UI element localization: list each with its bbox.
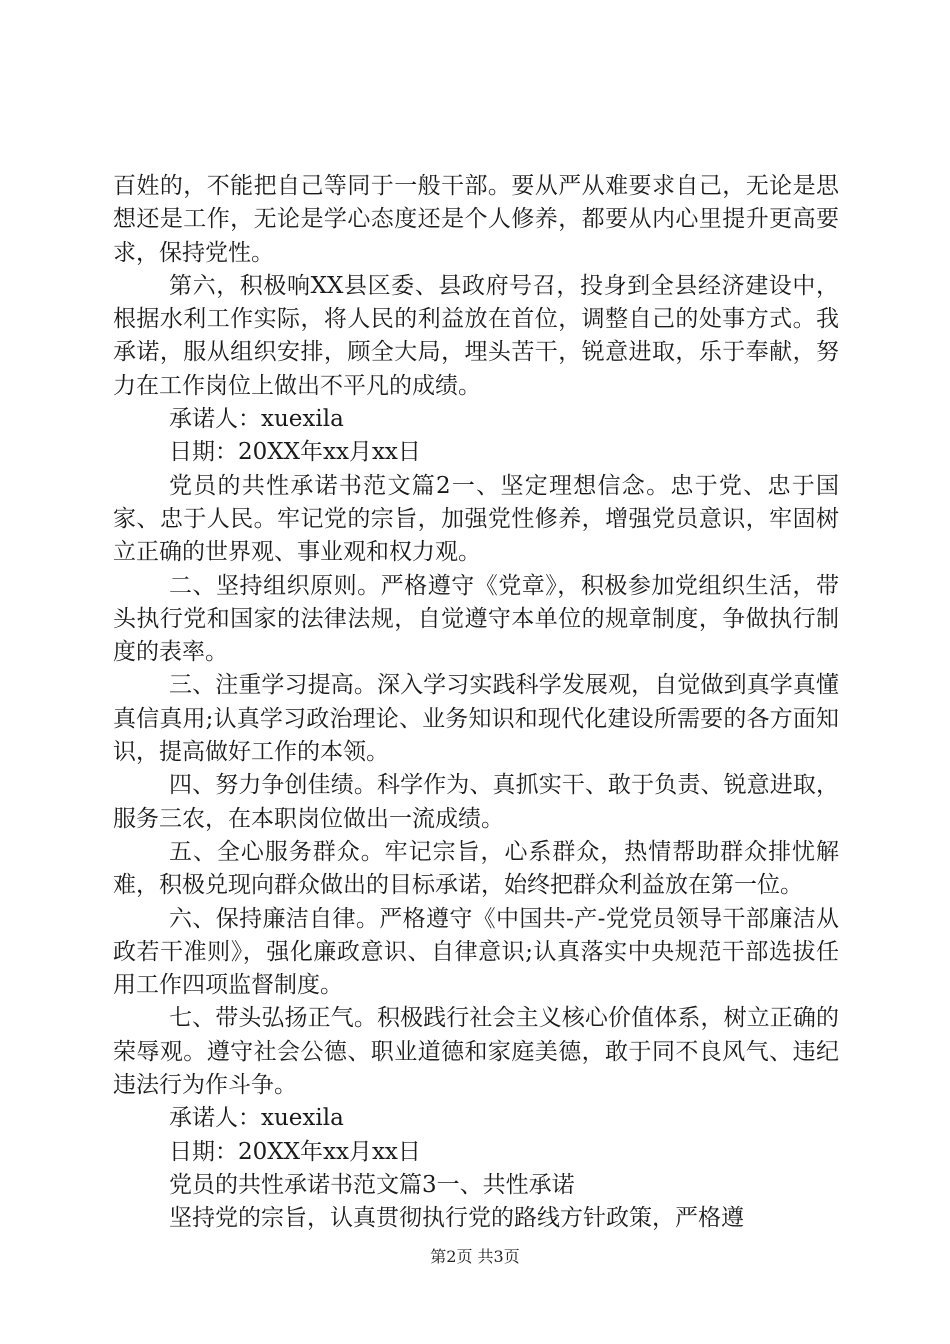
signatory-line: 承诺人：xuexila xyxy=(169,406,344,433)
paragraph-sample2-first: 党员的共性承诺书范文篇2一、坚定理想信念。忠于党、忠于国家、忠于人民。牢记党的宗旨，加强党性修养，增强党员意识，牢固树立正确的世界观、事业观和权力观。 xyxy=(113,472,839,566)
date-line: 日期：20XX年xx月xx日 xyxy=(169,1138,421,1165)
paragraph-sample2-sixth: 六、保持廉洁自律。严格遵守《中国共-产-党党员领导干部廉洁从政若干准则》，强化廉政意识、自律意识;认真落实中央规范干部选拔任用工作四项监督制度。 xyxy=(113,905,839,999)
page-number-footer: 第2页 共3页 xyxy=(430,1247,520,1266)
paragraph-sample2-second: 二、坚持组织原则。严格遵守《党章》，积极参加党组织生活，带头执行党和国家的法律法规，自觉遵守本单位的规章制度，争做执行制度的表率。 xyxy=(113,572,839,666)
section-heading-sample3: 党员的共性承诺书范文篇3一、共性承诺 xyxy=(169,1171,575,1198)
date-line: 日期：20XX年xx月xx日 xyxy=(169,439,421,466)
paragraph-sample2-fifth: 五、全心服务群众。牢记宗旨，心系群众，热情帮助群众排忧解难，积极兑现向群众做出的目标承诺，始终把群众利益放在第一位。 xyxy=(113,838,839,899)
paragraph-sample2-fourth: 四、努力争创佳绩。科学作为、真抓实干、敢于负责、锐意进取，服务三农，在本职岗位做出一流成绩。 xyxy=(113,772,839,832)
paragraph-sample3-first: 坚持党的宗旨，认真贯彻执行党的路线方针政策，严格遵 xyxy=(169,1205,744,1232)
signatory-line: 承诺人：xuexila xyxy=(169,1105,344,1132)
document-body xyxy=(113,170,839,1236)
paragraph-sixth: 第六，积极响XX县区委、县政府号召，投身到全县经济建设中，根据水利工作实际，将人民的利益放在首位，调整自己的处事方式。我承诺，服从组织安排，顾全大局，埋头苦干，锐意进取，乐于奉献，努力在工作岗位上做出不平凡的成绩。 xyxy=(113,272,839,399)
paragraph-sample2-seventh: 七、带头弘扬正气。积极践行社会主义核心价值体系，树立正确的荣辱观。遵守社会公德、职业道德和家庭美德，敢于同不良风气、违纪违法行为作斗争。 xyxy=(113,1005,839,1099)
paragraph-sample2-third: 三、注重学习提高。深入学习实践科学发展观，自觉做到真学真懂真信真用;认真学习政治理论、业务知识和现代化建设所需要的各方面知识，提高做好工作的本领。 xyxy=(113,672,839,766)
paragraph-continuation: 百姓的，不能把自己等同于一般干部。要从严从难要求自己，无论是思想还是工作，无论是学心态度还是个人修养，都要从内心里提升更高要求，保持党性。 xyxy=(113,173,839,266)
